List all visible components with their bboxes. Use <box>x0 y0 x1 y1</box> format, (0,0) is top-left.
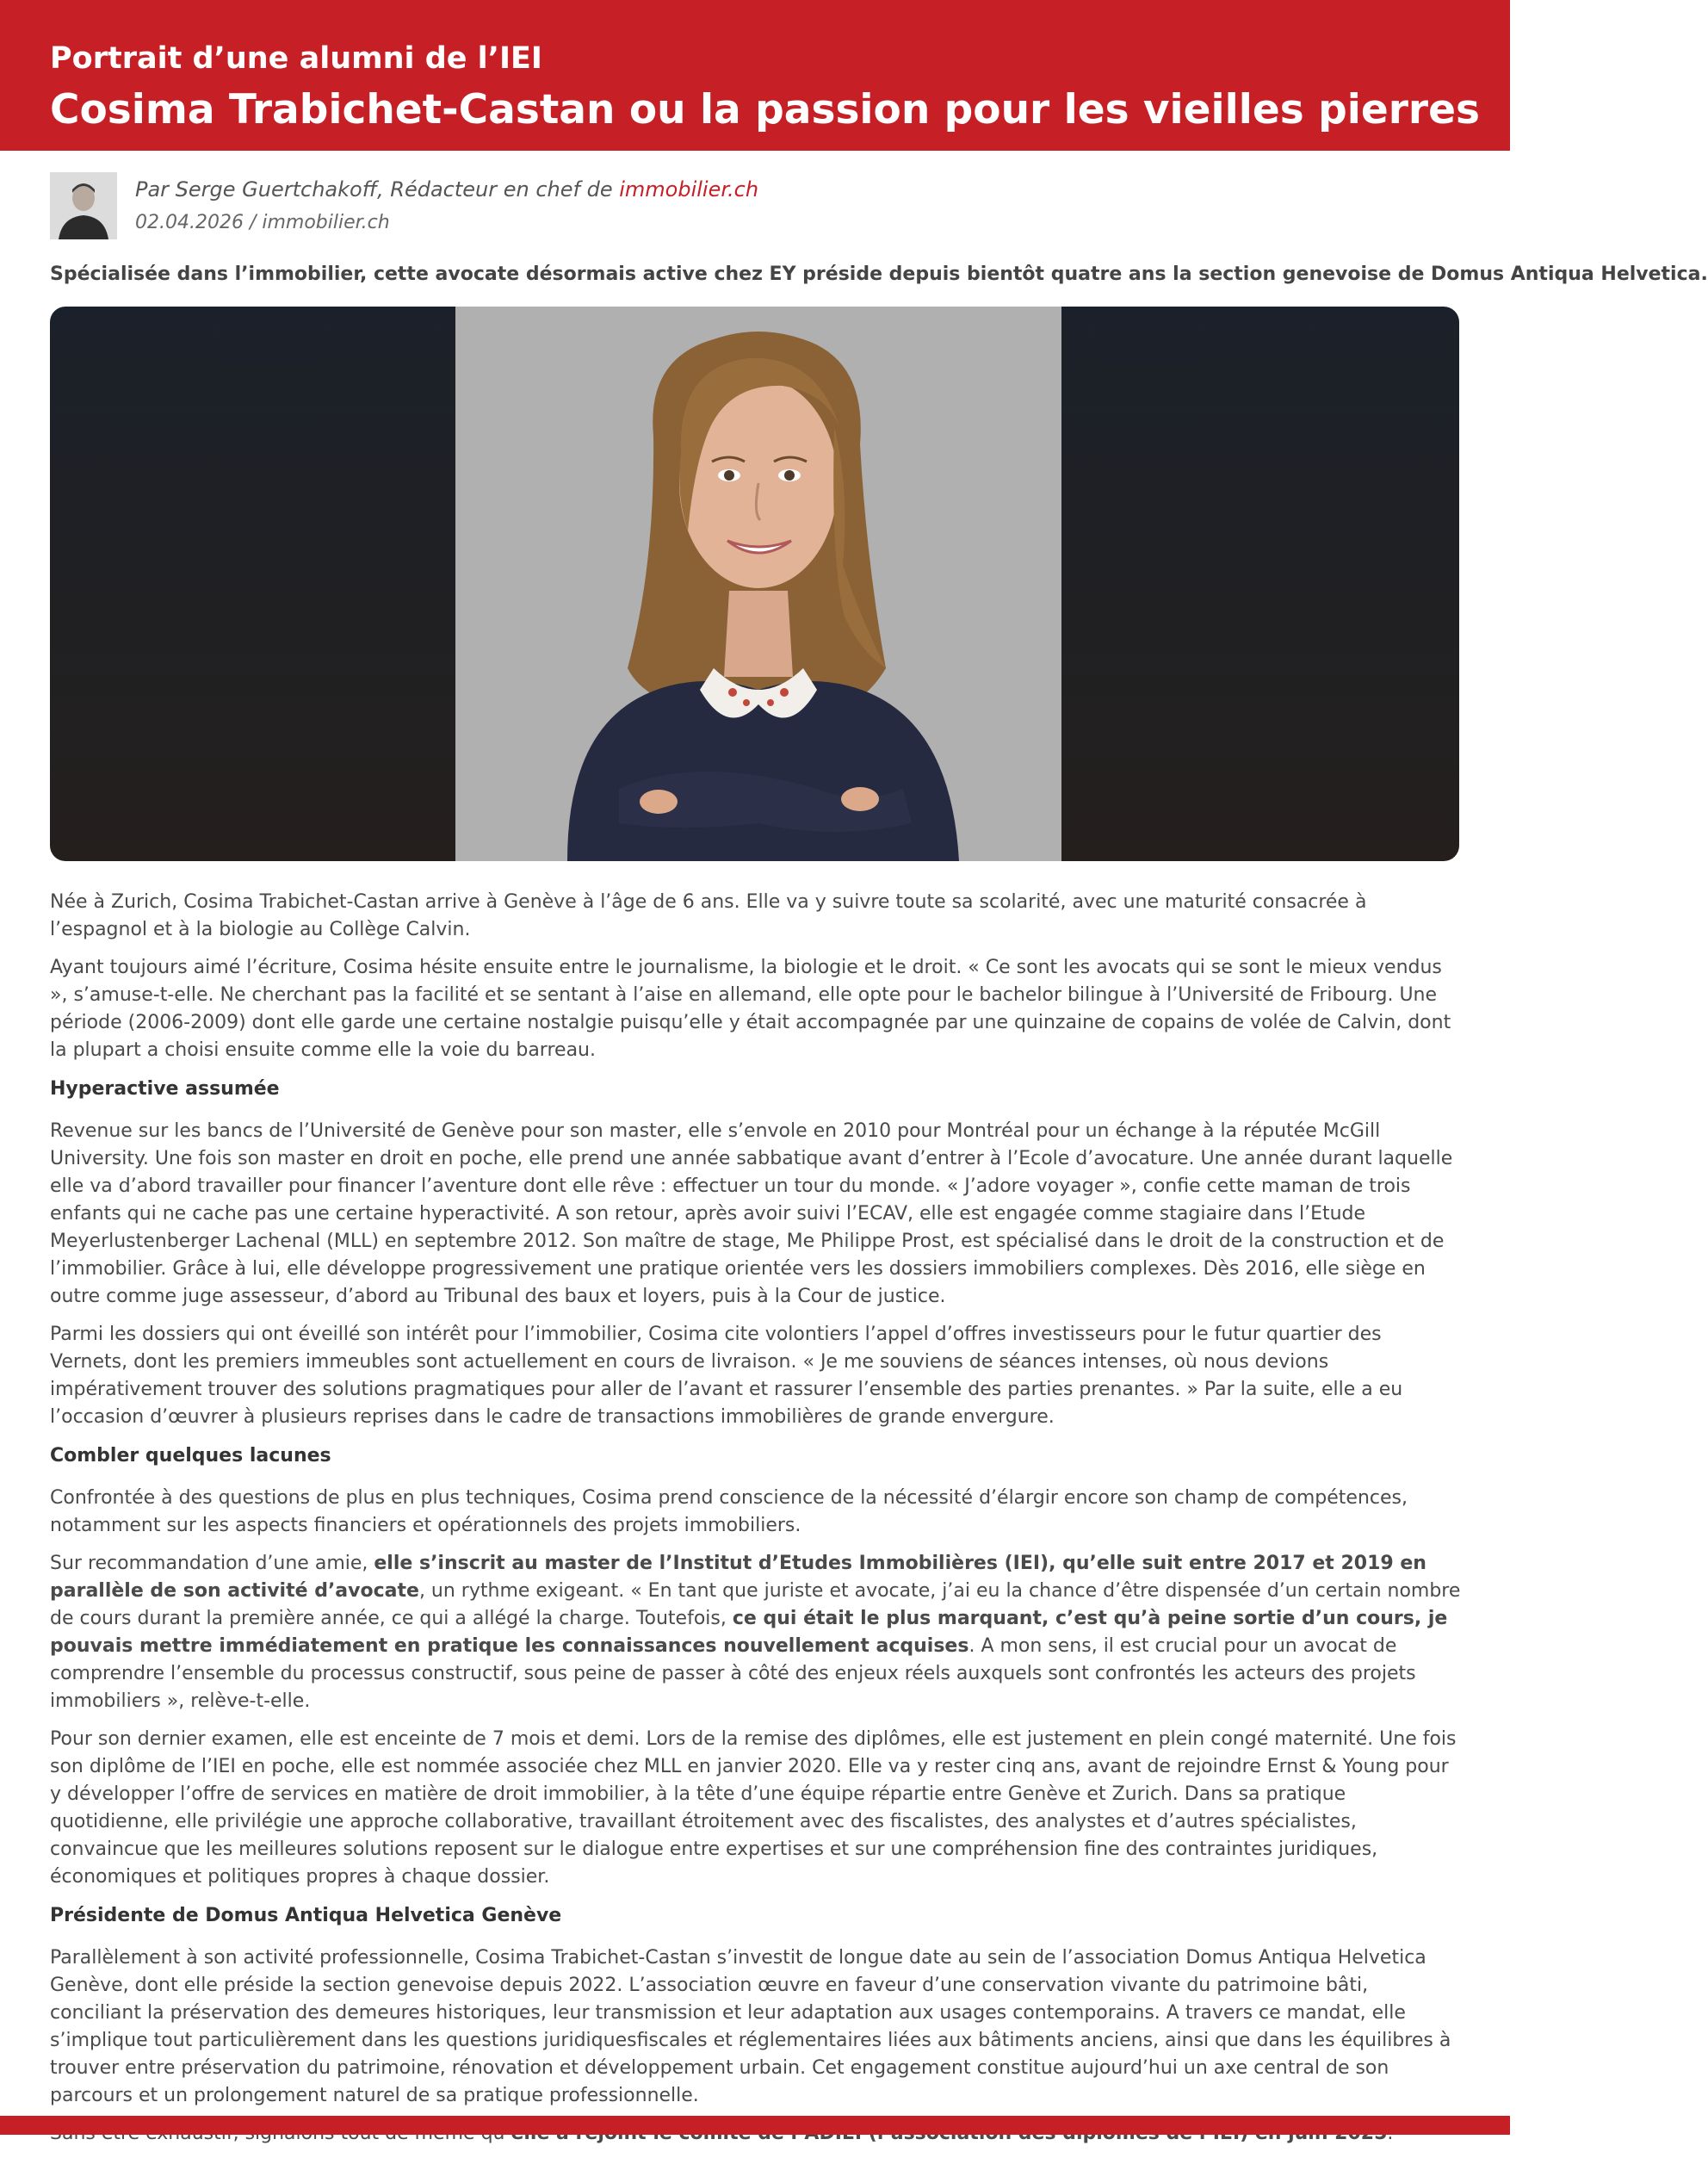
paragraph: Née à Zurich, Cosima Trabichet-Castan arrive à Genève à l’âge de 6 ans. Elle va y suivre toute sa scolarité, avec une maturité consacrée à l’espagnol et à la biologie au Collège Calvin. <box>50 891 1367 940</box>
author-prefix: Par Serge Guertchakoff, Rédacteur en chef de <box>135 177 620 202</box>
paragraph: Parmi les dossiers qui ont éveillé son intérêt pour l’immobilier, Cosima cite volontiers l’appel d’offres investisseurs pour le futur quartier des Vernets, dont les premiers immeubles sont actuellement en cours de livraison. « Je me souviens de séances intenses, où nous devions impérativement trouver des solutions pragmatiques pour aller de l’avant et rassurer l’ensemble des parties prenantes. » Par la suite, elle a eu l’occasion d’œuvrer à plusieurs reprises dans le cadre de transactions immobilières de grande envergure. <box>50 1324 1403 1428</box>
paragraph: Ayant toujours aimé l’écriture, Cosima hésite ensuite entre le journalisme, la biologie et le droit. « Ce sont les avocats qui se sont le mieux vendus », s’amuse-t-elle. Ne cherchant pas la facilité et se sentant à l’aise en allemand, elle opte pour le bachelor bilingue à l’Université de Fribourg. Une période (2006-2009) dont elle garde une certaine nostalgie puisqu’elle y était accompagnée par une quinzaine de copains de volée de Calvin, dont la plupart a choisi ensuite comme elle la voie du barreau. <box>50 957 1451 1061</box>
author-line <box>135 175 758 204</box>
footer-bar <box>0 2116 1510 2135</box>
article-kicker: Portrait d’une alumni de l’IEI <box>50 41 542 76</box>
article-title: Cosima Trabichet-Castan ou la passion pour les vieilles pierres <box>50 86 1480 133</box>
date-source: 02.04.2026 / immobilier.ch <box>135 212 390 233</box>
section-heading: Présidente de Domus Antiqua Helvetica Genève <box>50 1905 562 1926</box>
paragraph-text: Sur recommandation d’une amie, <box>50 1553 374 1574</box>
paragraph-text: , un rythme exigeant. « En tant que juriste et avocate, j’ai eu la chance d’être dispensée d’un certain nombre de cours durant la première année, ce qui a allégé la charge. Toutefois, <box>50 1580 1461 1629</box>
paragraph: Parallèlement à son activité professionnelle, Cosima Trabichet-Castan s’investit de longue date au sein de l’association Domus Antiqua Helvetica Genève, dont elle préside la section genevoise depuis 2022. L’association œuvre en faveur d’une conservation vivante du patrimoine bâti, conciliant la préservation des demeures historiques, leur transmission et leur adaptation aux usages contemporains. A travers ce mandat, elle s’implique tout particulièrement dans les questions juridiquesfiscales et réglementaires liées aux bâtiments anciens, ainsi que dans les équilibres à trouver entre préservation du patrimoine, rénovation et développement urbain. Cet engagement constitue aujourd’hui un axe central de son parcours et un prolongement naturel de sa pratique professionnelle. <box>50 1947 1451 2106</box>
paragraph <box>50 1550 1462 1715</box>
article-lead: Spécialisée dans l’immobilier, cette avocate désormais active chez EY préside depuis bientôt quatre ans la section genevoise de Domus Antiqua Helvetica. <box>50 264 1708 285</box>
author-avatar-image <box>50 172 117 239</box>
paragraph: Revenue sur les bancs de l’Université de Genève pour son master, elle s’envole en 2010 pour Montréal pour un échange à la réputée McGill University. Une fois son master en droit en poche, elle prend une année sabbatique avant d’entrer à l’Ecole d’avocature. Une année durant laquelle elle va d’abord travailler pour financer l’aventure dont elle rêve : effectuer un tour du monde. « J’adore voyager », confie cette maman de trois enfants qui ne cache pas une certaine hyperactivité. A son retour, après avoir suivi l’ECAV, elle est engagée comme stagiaire dans l’Etude Meyerlustenberger Lachenal (MLL) en septembre 2012. Son maître de stage, Me Philippe Prost, est spécialisé dans le droit de la construction et de l’immobilier. Grâce à lui, elle développe progressivement une pratique orientée vers les dossiers immobiliers complexes. Dès 2016, elle siège en outre comme juge assesseur, d’abord au Tribunal des baux et loyers, puis à la Cour de justice. <box>50 1120 1453 1307</box>
portrait-photo <box>455 307 1061 861</box>
portrait-image <box>50 307 1459 861</box>
paragraph-text: . A mon sens, il est crucial pour un avocat de comprendre l’ensemble du processus constructif, sous peine de passer à côté des enjeux réels auxquels sont confrontés les acteurs des projets immobiliers », relève-t-elle. <box>50 1635 1416 1712</box>
paragraph: Confrontée à des questions de plus en plus techniques, Cosima prend conscience de la nécessité d’élargir encore son champ de compétences, notamment sur les aspects financiers et opérationnels des projets immobiliers. <box>50 1487 1408 1536</box>
section-heading: Combler quelques lacunes <box>50 1445 331 1467</box>
source-link[interactable]: immobilier.ch <box>619 177 759 202</box>
emphasis-text: ce qui était le plus marquant, c’est qu’à peine sortie d’un cours, je pouvais mettre immédiatement en pratique les connaissances nouvellement acquises <box>50 1608 1448 1657</box>
section-heading: Hyperactive assumée <box>50 1078 280 1100</box>
paragraph: Pour son dernier examen, elle est enceinte de 7 mois et demi. Lors de la remise des diplômes, elle est justement en plein congé maternité. Une fois son diplôme de l’IEI en poche, elle est nommée associée chez MLL en janvier 2020. Elle va y rester cinq ans, avant de rejoindre Ernst & Young pour y développer l’offre de services en matière de droit immobilier, à la tête d’une équipe répartie entre Genève et Zurich. Dans sa pratique quotidienne, elle privilégie une approche collaborative, travaillant étroitement avec des fiscalistes, des analystes et d’autres spécialistes, convaincue que les meilleures solutions reposent sur le dialogue entre expertises et sur une compréhension fine des contraintes juridiques, économiques et politiques propres à chaque dossier. <box>50 1728 1457 1888</box>
article-body <box>50 889 1462 2158</box>
byline <box>50 172 1462 243</box>
author-avatar <box>50 172 117 239</box>
article-header <box>0 0 1510 151</box>
emphasis-text: elle s’inscrit au master de l’Institut d’Etudes Immobilières (IEI), qu’elle suit entre 2017 et 2019 en parallèle de son activité d’avocate <box>50 1553 1426 1602</box>
